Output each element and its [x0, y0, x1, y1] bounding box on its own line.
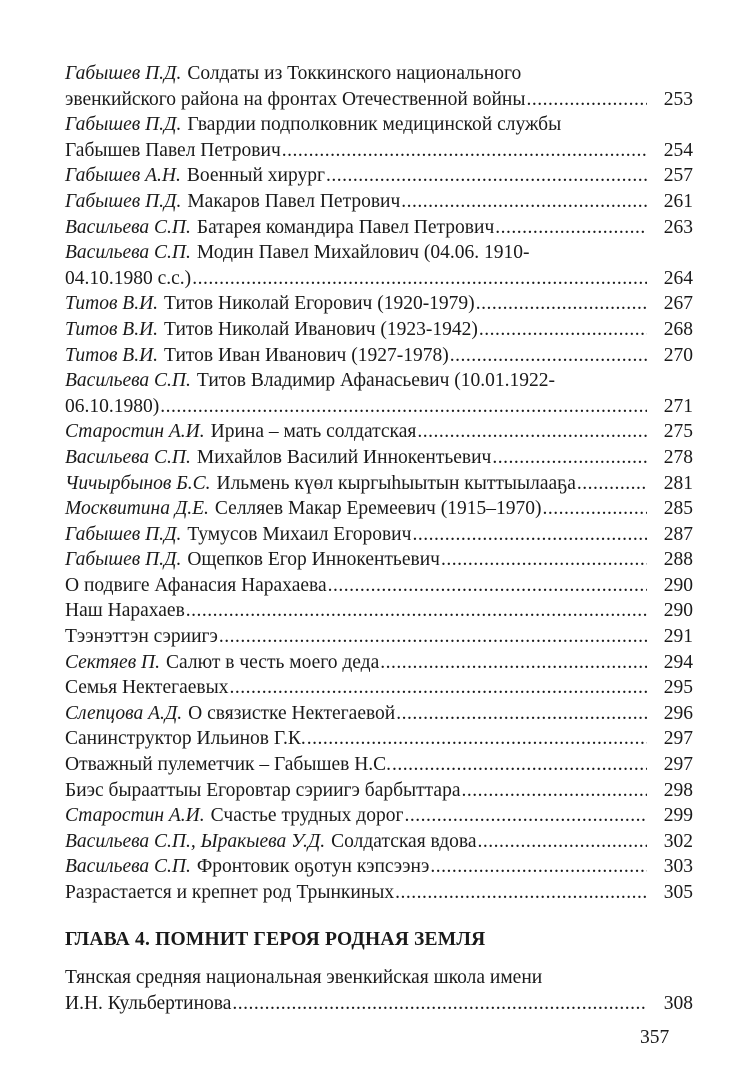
toc-entry: [65, 726, 693, 752]
dot-leader: [396, 701, 647, 727]
entry-page: 270: [663, 344, 693, 366]
entry-page: 297: [663, 728, 693, 750]
entry-page: 268: [663, 318, 693, 340]
entry-title: О связистке Нектегаевой: [188, 702, 396, 724]
dot-leader: [495, 215, 647, 241]
toc-entry-line: [65, 112, 693, 138]
dot-leader: [307, 726, 647, 752]
toc-entry: [65, 112, 693, 163]
entry-author: Москвитина Д.Е.: [65, 498, 209, 520]
toc-entry: [65, 573, 693, 599]
entry-page: 299: [663, 805, 693, 827]
toc-entry-line: [65, 266, 693, 292]
entry-author: Васильева С.П.: [65, 370, 191, 392]
entry-page: 264: [663, 267, 693, 289]
entry-title: Счастье трудных дорог: [210, 805, 404, 827]
dot-leader: [192, 266, 647, 292]
toc-entry: [65, 675, 693, 701]
entry-page: 271: [663, 395, 693, 417]
entry-author: Васильева С.П.: [65, 242, 191, 264]
entry-title: Разрастается и крепнет род Трынкиных: [65, 882, 395, 903]
toc-entry-line: [65, 547, 693, 573]
toc-entry-line: [65, 675, 693, 701]
entry-title: Ирина – мать солдатская: [210, 421, 417, 443]
entry-page: 298: [663, 779, 693, 801]
dot-leader: [441, 547, 647, 573]
toc-entry: [65, 445, 693, 471]
entry-title: Титов Николай Иванович (1923-1942): [164, 318, 478, 340]
entry-author: Старостин А.И.: [65, 421, 205, 443]
toc-entry-line: [65, 522, 693, 548]
toc-entry-line: [65, 471, 693, 497]
toc-entry: [65, 803, 693, 829]
entry-title: Фронтовик оҕотун кэпсээнэ: [196, 856, 430, 878]
dot-leader: [492, 445, 647, 471]
toc-entry: [65, 650, 693, 676]
toc-entry-line: [65, 880, 693, 906]
entry-title: Отважный пулеметчик – Габышев Н.С.: [65, 754, 392, 776]
entry-author: Слепцова А.Д.: [65, 702, 183, 724]
entry-title: Модин Павел Михайлович (04.06. 1910-: [196, 242, 530, 264]
toc-entry: [65, 61, 693, 112]
entry-title: Военный хирург: [186, 165, 325, 187]
toc-entry-line: [65, 624, 693, 650]
dot-leader: [328, 573, 647, 599]
entry-title: Санинструктор Ильинов Г.К.: [65, 728, 306, 750]
dot-leader: [479, 317, 647, 343]
entry-title: Солдатская вдова: [331, 830, 477, 852]
dot-leader: [412, 522, 647, 548]
toc-entry-line: [65, 965, 693, 991]
entry-author: Габышев А.Н.: [65, 165, 181, 187]
entry-page: 294: [663, 651, 693, 673]
entry-page: 288: [663, 549, 693, 571]
toc-entry: [65, 829, 693, 855]
dot-leader: [577, 471, 647, 497]
toc-entry-line: [65, 991, 693, 1017]
dot-leader: [478, 829, 647, 855]
toc-entry: [65, 189, 693, 215]
entry-page: 296: [663, 702, 693, 724]
toc-entry-line: [65, 778, 693, 804]
entry-page: 281: [663, 472, 693, 494]
entry-title: Ильмень күөл кыргыһыытын кыттыылааҕа: [216, 472, 576, 494]
toc-entry: [65, 701, 693, 727]
toc-entry: [65, 471, 693, 497]
entry-title: О подвиге Афанасия Нарахаева: [65, 574, 327, 596]
entry-page: 254: [663, 139, 693, 161]
toc-entry-line: [65, 61, 693, 87]
dot-leader: [430, 854, 647, 880]
toc-entry-line: [65, 419, 693, 445]
toc-entry: [65, 291, 693, 317]
entry-page: 297: [663, 754, 693, 776]
toc-entry-line: [65, 803, 693, 829]
entry-title: Тумусов Михаил Егорович: [187, 523, 412, 545]
entry-page: 275: [663, 421, 693, 443]
toc-entry-line: [65, 573, 693, 599]
entry-title: И.Н. Кульбертинова: [65, 992, 232, 1014]
dot-leader: [401, 189, 647, 215]
entry-author: Чичырбынов Б.С.: [65, 472, 211, 494]
dot-leader: [404, 803, 647, 829]
entry-author: Васильева С.П., Ыракыева У.Д.: [65, 830, 326, 852]
entry-page: 267: [663, 293, 693, 315]
entry-page: 263: [663, 216, 693, 238]
entry-author: Васильева С.П.: [65, 856, 191, 878]
entry-title: Солдаты из Токкинского национального: [187, 63, 522, 84]
entry-title: Габышев Павел Петрович: [65, 139, 281, 161]
page-number: 357: [640, 1027, 670, 1048]
entry-page: 290: [663, 600, 693, 622]
toc-entry: [65, 880, 693, 906]
toc-entry-line: [65, 240, 693, 266]
dot-leader: [526, 87, 647, 113]
entry-author: Титов В.И.: [65, 318, 159, 340]
toc-entry-line: [65, 163, 693, 189]
entry-title: Гвардии подполковник медицинской службы: [187, 114, 562, 136]
toc-entry: [65, 547, 693, 573]
entry-page: 308: [663, 992, 693, 1014]
dot-leader: [476, 291, 647, 317]
toc-entry-line: [65, 189, 693, 215]
toc-entry: [65, 368, 693, 419]
entry-title: 06.10.1980): [65, 395, 160, 417]
dot-leader: [417, 419, 647, 445]
dot-leader: [282, 138, 647, 164]
entry-title: Михайлов Василий Иннокентьевич: [196, 446, 492, 468]
toc-entry-line: [65, 496, 693, 522]
entry-page: 302: [663, 830, 693, 852]
dot-leader: [380, 650, 647, 676]
entry-page: 285: [663, 498, 693, 520]
dot-leader: [461, 778, 647, 804]
entry-page: 303: [663, 856, 693, 878]
toc-entry: [65, 240, 693, 291]
entry-page: 290: [663, 574, 693, 596]
entry-title: Титов Иван Иванович (1927-1978): [164, 344, 449, 366]
toc-entry: [65, 215, 693, 241]
toc-entry: [65, 965, 693, 1016]
chapter-heading: ГЛАВА 4. ПОМНИТ ГЕРОЯ РОДНАЯ ЗЕМЛЯ: [65, 929, 486, 950]
entry-author: Габышев П.Д.: [65, 114, 182, 136]
dot-leader: [392, 752, 647, 778]
toc-entry-line: [65, 726, 693, 752]
entry-title: Салют в честь моего деда: [166, 651, 380, 673]
table-of-contents: [65, 61, 693, 906]
entry-page: 295: [663, 677, 693, 699]
entry-title: Семья Нектегаевых: [65, 677, 229, 699]
toc-entry-line: [65, 829, 693, 855]
toc-entry: [65, 854, 693, 880]
toc-entry: [65, 598, 693, 624]
entry-page: 287: [663, 523, 693, 545]
dot-leader: [542, 496, 647, 522]
toc-entry: [65, 163, 693, 189]
entry-author: Титов В.И.: [65, 293, 159, 315]
toc-entry-line: [65, 394, 693, 420]
toc-entry: [65, 522, 693, 548]
toc-entry-line: [65, 138, 693, 164]
entry-author: Габышев П.Д.: [65, 63, 182, 84]
toc-entry-line: [65, 650, 693, 676]
entry-page: 257: [663, 165, 693, 187]
toc-entry-line: [65, 445, 693, 471]
entry-author: Васильева С.П.: [65, 216, 191, 238]
chapter-4-entries: [65, 965, 693, 1016]
toc-entry: [65, 496, 693, 522]
toc-entry: [65, 624, 693, 650]
entry-author: Старостин А.И.: [65, 805, 205, 827]
dot-leader: [229, 675, 647, 701]
toc-entry: [65, 419, 693, 445]
toc-entry: [65, 778, 693, 804]
entry-title: Титов Николай Егорович (1920-1979): [164, 293, 475, 315]
dot-leader: [186, 598, 647, 624]
toc-entry-line: [65, 368, 693, 394]
entry-title: Ощепков Егор Иннокентьевич: [187, 549, 440, 571]
entry-author: Титов В.И.: [65, 344, 159, 366]
entry-author: Габышев П.Д.: [65, 190, 182, 212]
entry-title: Батарея командира Павел Петрович: [196, 216, 495, 238]
toc-entry: [65, 752, 693, 778]
entry-title: Титов Владимир Афанасьевич (10.01.1922-: [196, 370, 555, 392]
entry-title: Тянская средняя национальная эвенкийская школа имени: [65, 967, 543, 988]
entry-author: Сектяев П.: [65, 651, 160, 673]
toc-entry-line: [65, 215, 693, 241]
dot-leader: [395, 880, 647, 906]
dot-leader: [326, 163, 647, 189]
toc-entry-line: [65, 701, 693, 727]
entry-author: Габышев П.Д.: [65, 549, 182, 571]
entry-page: 291: [663, 626, 693, 648]
toc-entry-line: [65, 343, 693, 369]
toc-entry-line: [65, 317, 693, 343]
dot-leader: [450, 343, 647, 369]
toc-entry: [65, 343, 693, 369]
toc-entry-line: [65, 752, 693, 778]
toc-entry: [65, 317, 693, 343]
entry-author: Габышев П.Д.: [65, 523, 182, 545]
entry-page: 278: [663, 446, 693, 468]
toc-entry-line: [65, 598, 693, 624]
entry-title: Тээнэттэн сэриигэ: [65, 626, 218, 648]
entry-title: Макаров Павел Петрович: [187, 190, 401, 212]
toc-entry-line: [65, 291, 693, 317]
entry-title: 04.10.1980 с.с.): [65, 267, 192, 289]
entry-page: 261: [663, 190, 693, 212]
dot-leader: [219, 624, 647, 650]
entry-page: 253: [663, 88, 693, 110]
toc-entry-line: [65, 854, 693, 880]
entry-title: эвенкийского района на фронтах Отечественной войны: [65, 88, 526, 110]
dot-leader: [160, 394, 647, 420]
entry-title: Селляев Макар Еремеевич (1915–1970): [214, 498, 542, 520]
entry-title: Наш Нарахаев: [65, 600, 185, 622]
dot-leader: [232, 991, 647, 1017]
toc-entry-line: [65, 87, 693, 113]
entry-title: Биэс бырааттыы Егоровтар сэриигэ барбыттара: [65, 779, 461, 801]
entry-author: Васильева С.П.: [65, 446, 191, 468]
entry-page: 305: [663, 882, 693, 903]
